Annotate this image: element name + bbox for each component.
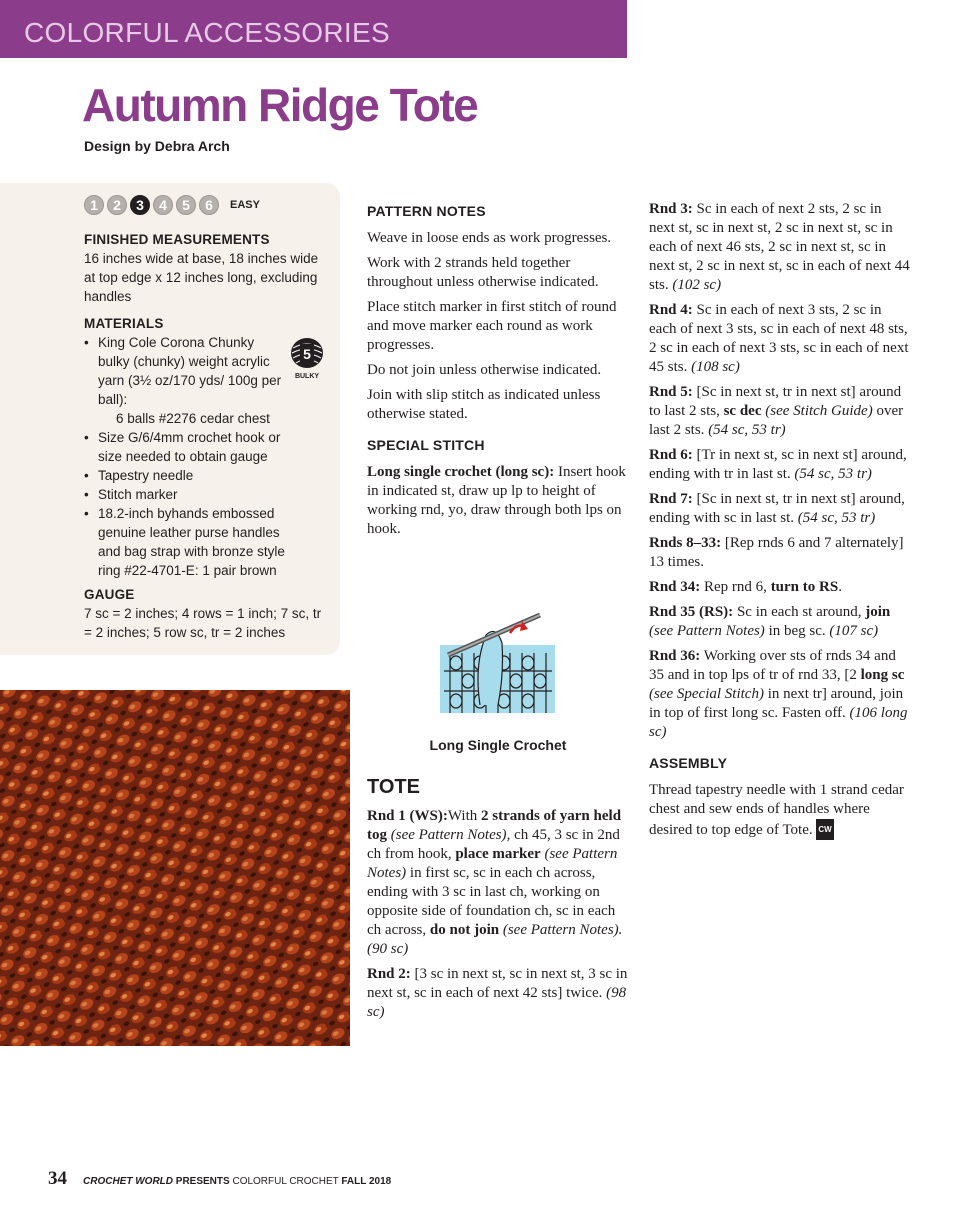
section-label: COLORFUL ACCESSORIES bbox=[24, 17, 390, 48]
yarn-weight-label: BULKY bbox=[294, 373, 320, 380]
materials-item: • Tapestry needle bbox=[84, 466, 288, 485]
pattern-notes-heading: PATTERN NOTES bbox=[367, 203, 486, 219]
skill-level-indicator bbox=[84, 194, 260, 216]
gauge-heading: GAUGE bbox=[84, 587, 135, 602]
finished-heading: FINISHED MEASUREMENTS bbox=[84, 232, 270, 247]
section-banner bbox=[0, 0, 627, 58]
skill-level-1: 1 bbox=[84, 195, 104, 215]
materials-item: • Size G/6/4mm crochet hook or size needed to obtain gauge bbox=[84, 428, 288, 466]
materials-sub-item: 6 balls #2276 cedar chest bbox=[116, 411, 270, 426]
page-number: 34 bbox=[48, 1168, 67, 1189]
tote-instructions bbox=[367, 778, 629, 1028]
special-stitch-heading: SPECIAL STITCH bbox=[367, 437, 485, 453]
materials-item: • King Cole Corona Chunky bulky (chunky) weight acrylic yarn (3½ oz/170 yds/ 100g per ball): 6 balls #2276 cedar chest bbox=[84, 333, 288, 428]
diagram-caption: Long Single Crochet bbox=[429, 737, 567, 753]
materials-item: • Stitch marker bbox=[84, 485, 288, 504]
round-5: Rnd 5: [Sc in next st, tr in next st] around to last 2 sts, sc dec (see Stitch Guide) over last 2 sts. (54 sc, 53 tr) bbox=[649, 384, 904, 438]
footer-publication: CROCHET WORLD PRESENTS COLORFUL CROCHET FALL 2018 bbox=[83, 1176, 392, 1187]
pattern-note: Place stitch marker in first stitch of round and move marker each round as work progresses. bbox=[367, 299, 617, 353]
assembly-heading: ASSEMBLY bbox=[649, 755, 728, 771]
cw-end-badge: CW bbox=[816, 819, 833, 840]
special-stitch-text: Long single crochet (long sc): Insert hook in indicated st, draw up lp to height of working rnd, yo, draw through both lps on hook. bbox=[367, 464, 626, 537]
skill-level-4: 4 bbox=[153, 195, 173, 215]
gauge-section bbox=[84, 585, 324, 642]
yarn-weight-icon bbox=[287, 336, 327, 380]
skill-level-6: 6 bbox=[199, 195, 219, 215]
round-1: Rnd 1 (WS):With 2 strands of yarn held tog (see Pattern Notes), ch 45, 3 sc in 2nd ch from hook, place marker (see Pattern Notes) in first sc, sc in each ch across, ending with 3 sc in last ch, working on opposite side of foundation ch, sc in each ch across, do not join (see Pattern Notes). (90 sc) bbox=[367, 808, 623, 957]
round-2: Rnd 2: [3 sc in next st, sc in next st, 3 sc in next st, sc in each of next 42 sts] twice. (98 sc) bbox=[367, 966, 628, 1020]
round-6: Rnd 6: [Tr in next st, sc in next st] around, ending with tr in last st. (54 sc, 53 tr) bbox=[649, 447, 907, 482]
pattern-note: Do not join unless otherwise indicated. bbox=[367, 362, 602, 378]
materials-item: • 18.2-inch byhands embossed genuine leather purse handles and bag strap with bronze style ring #22-4701-E: 1 pair brown bbox=[84, 504, 288, 580]
page-title: Autumn Ridge Tote bbox=[82, 79, 478, 131]
finished-text: 16 inches wide at base, 18 inches wide at top edge x 12 inches long, excluding handles bbox=[84, 251, 319, 304]
rounds-column bbox=[649, 200, 911, 846]
pattern-note: Work with 2 strands held together throughout unless otherwise indicated. bbox=[367, 255, 599, 290]
tote-heading: TOTE bbox=[367, 776, 420, 798]
pattern-note: Join with slip stitch as indicated unless otherwise stated. bbox=[367, 387, 601, 422]
skill-level-2: 2 bbox=[107, 195, 127, 215]
skill-level-5: 5 bbox=[176, 195, 196, 215]
materials-section bbox=[84, 314, 288, 580]
crochet-swatch-photo bbox=[0, 690, 350, 1046]
yarn-weight-number: 5 bbox=[303, 346, 311, 362]
materials-heading: MATERIALS bbox=[84, 316, 164, 331]
rounds-8-33: Rnds 8–33: [Rep rnds 6 and 7 alternately] 13 times. bbox=[649, 535, 904, 570]
round-4: Rnd 4: Sc in each of next 3 sts, 2 sc in each of next 3 sts, sc in each of next 48 sts, 2 sc in each of next 3 sts, sc in each of next 45 sts. (108 sc) bbox=[649, 302, 909, 375]
round-34: Rnd 34: Rep rnd 6, turn to RS. bbox=[649, 579, 842, 595]
pattern-note: Weave in loose ends as work progresses. bbox=[367, 230, 612, 246]
assembly-text: Thread tapestry needle with 1 strand cedar chest and sew ends of handles where desired to top edge of Tote. CW bbox=[649, 782, 904, 838]
round-36: Rnd 36: Working over sts of rnds 34 and 35 and in top lps of tr of rnd 33, [2 long sc (see Special Stitch) in next tr] around, join in top of first long sc. Fasten off. (106 long sc) bbox=[649, 648, 908, 740]
pattern-notes-column bbox=[367, 200, 629, 545]
page-footer bbox=[48, 1168, 391, 1190]
long-single-crochet-diagram bbox=[440, 605, 555, 717]
materials-list bbox=[84, 333, 288, 580]
finished-measurements bbox=[84, 230, 324, 306]
gauge-text: 7 sc = 2 inches; 4 rows = 1 inch; 7 sc, tr = 2 inches; 5 row sc, tr = 2 inches bbox=[84, 606, 322, 640]
skill-level-3: 3 bbox=[130, 195, 150, 215]
round-3: Rnd 3: Sc in each of next 2 sts, 2 sc in next st, sc in next st, 2 sc in next st, sc in each of next 46 sts, 2 sc in next st, sc in next st, 2 sc in next st, sc in each of next 44 sts. (102 sc) bbox=[649, 201, 910, 293]
designer-byline: Design by Debra Arch bbox=[84, 138, 230, 154]
round-7: Rnd 7: [Sc in next st, tr in next st] around, ending with sc in last st. (54 sc, 53 tr) bbox=[649, 491, 905, 526]
round-35: Rnd 35 (RS): Sc in each st around, join (see Pattern Notes) in beg sc. (107 sc) bbox=[649, 604, 891, 639]
skill-level-label: EASY bbox=[230, 199, 260, 211]
